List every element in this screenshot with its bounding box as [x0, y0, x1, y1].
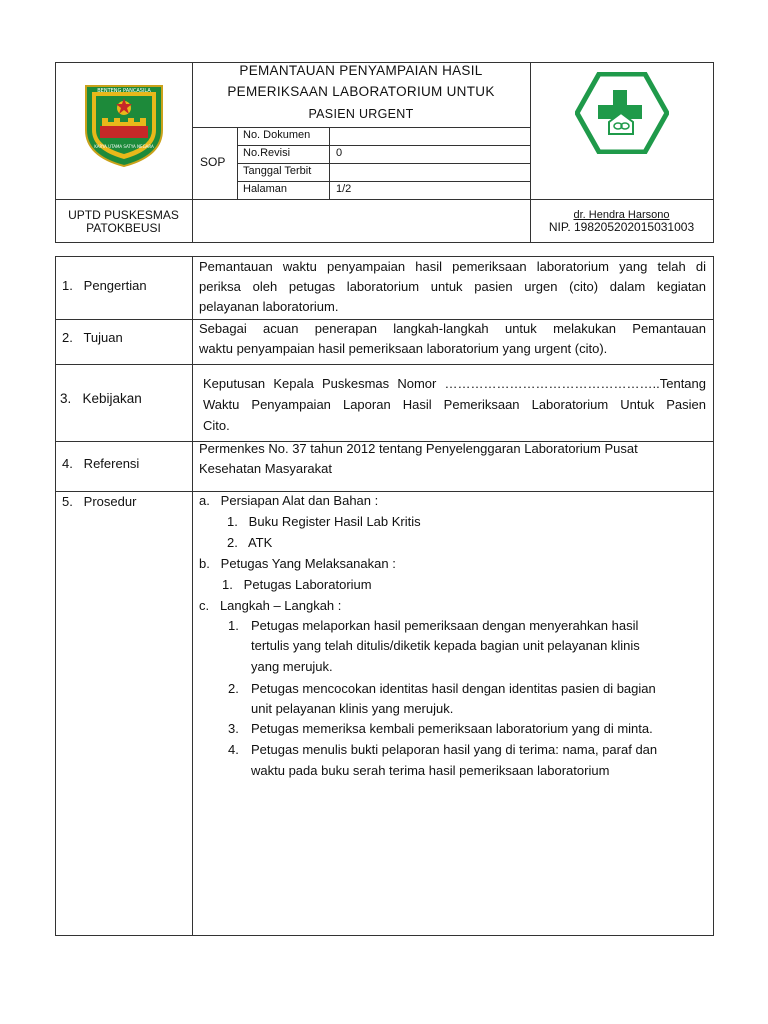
label-prosedur: 5. Prosedur	[62, 494, 137, 509]
prosedur-a1: 1. Buku Register Hasil Lab Kritis	[227, 514, 421, 529]
org-name-line1: UPTD PUSKESMAS	[68, 208, 179, 222]
kebijakan-line3: Cito.	[203, 418, 230, 433]
issue-date-label: Tanggal Terbit	[243, 165, 312, 177]
prosedur-c3-num: 3.	[228, 721, 239, 736]
org-name-line2: PATOKBEUSI	[86, 221, 161, 235]
referensi-line2: Kesehatan Masyarakat	[199, 461, 332, 476]
signer-name: dr. Hendra Harsono	[573, 209, 670, 221]
revision-value: 0	[336, 147, 343, 159]
label-kebijakan: 3. Kebijakan	[60, 391, 142, 406]
prosedur-c4-num: 4.	[228, 742, 239, 757]
pengertian-line3: pelayanan laboratorium.	[199, 299, 339, 314]
prosedur-b1: 1. Petugas Laboratorium	[222, 577, 372, 592]
prosedur-b: b. Petugas Yang Melaksanakan :	[199, 556, 396, 571]
prosedur-a2: 2. ATK	[227, 535, 273, 550]
prosedur-c4-line1: Petugas menulis bukti pelaporan hasil yang di terima: nama, paraf dan	[251, 742, 658, 757]
sop-title-line2: PEMERIKSAAN LABORATORIUM UNTUK	[227, 84, 495, 99]
svg-text:BENTENG PANCASILA: BENTENG PANCASILA	[97, 88, 151, 94]
puskesmas-logo	[575, 72, 669, 154]
page-value: 1/2	[336, 183, 352, 195]
label-tujuan: 2. Tujuan	[62, 330, 123, 345]
regency-crest-logo	[80, 78, 168, 168]
prosedur-c2-num: 2.	[228, 681, 239, 696]
kebijakan-line2: Waktu Penyampaian Laporan Hasil Pemeriksaan Laboratorium Untuk Pasien	[203, 397, 706, 412]
prosedur-c2-line1: Petugas mencocokan identitas hasil dengan identitas pasien di bagian	[251, 681, 656, 696]
signer-nip: NIP. 198205202015031003	[548, 220, 695, 234]
prosedur-c1-line1: Petugas melaporkan hasil pemeriksaan dengan menyerahkan hasil	[251, 618, 639, 633]
sop-label: SOP	[200, 155, 226, 169]
pengertian-line1: Pemantauan waktu penyampaian hasil pemeriksaan laboratorium yang telah di	[199, 259, 706, 274]
kebijakan-line1: Keputusan Kepala Puskesmas Nomor …………………………………………..Tentang	[203, 376, 706, 391]
label-referensi: 4. Referensi	[62, 456, 140, 471]
prosedur-c2-line2: unit pelayanan klinis yang merujuk.	[251, 701, 454, 716]
prosedur-c4-line2: waktu pada buku serah terima hasil pemeriksaan laboratorium	[251, 763, 610, 778]
svg-text:KARYA UTAMA SATYA NEGARA: KARYA UTAMA SATYA NEGARA	[94, 144, 154, 149]
prosedur-c: c. Langkah – Langkah :	[199, 598, 342, 613]
referensi-line1: Permenkes No. 37 tahun 2012 tentang Penyelenggaran Laboratorium Pusat	[199, 441, 638, 456]
prosedur-c1-line2: tertulis yang telah ditulis/diketik kepada bagian unit pelayanan klinis	[251, 638, 640, 653]
label-pengertian: 1. Pengertian	[62, 278, 147, 293]
prosedur-c1-line3: yang merujuk.	[251, 659, 333, 674]
doc-number-label: No. Dokumen	[243, 129, 311, 141]
tujuan-line2: waktu penyampaian hasil pemeriksaan laboratorium yang urgent (cito).	[199, 341, 608, 356]
page-label: Halaman	[243, 183, 288, 195]
prosedur-a: a. Persiapan Alat dan Bahan :	[199, 493, 379, 508]
pengertian-line2: periksa oleh petugas laboratorium untuk pasien urgen (cito) dalam kegiatan	[199, 279, 706, 294]
prosedur-c3-line1: Petugas memeriksa kembali pemeriksaan laboratorium yang di minta.	[251, 721, 653, 736]
revision-label: No.Revisi	[243, 147, 291, 159]
tujuan-line1: Sebagai acuan penerapan langkah-langkah untuk melakukan Pemantauan	[199, 321, 706, 336]
sop-title-line1: PEMANTAUAN PENYAMPAIAN HASIL	[239, 63, 483, 78]
sop-title-line3: PASIEN URGENT	[308, 107, 414, 121]
prosedur-c1-num: 1.	[228, 618, 239, 633]
